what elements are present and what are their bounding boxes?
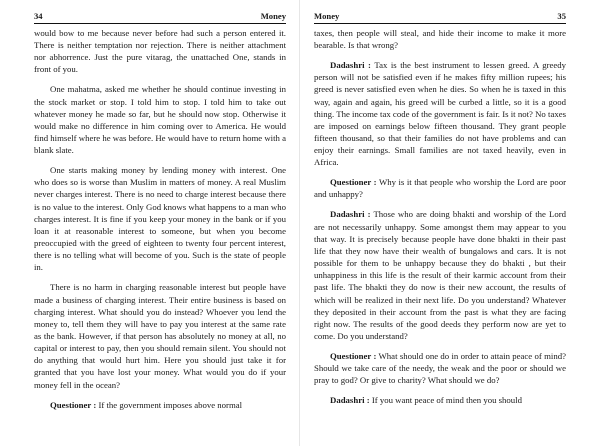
speaker-label: Dadashri : xyxy=(330,395,370,406)
speaker-label: Questioner : xyxy=(330,350,377,361)
running-head: Money xyxy=(260,11,286,21)
paragraph: Dadashri : Tax is the best instrument to lessen greed. A greedy person will not be satisfied even if he makes fifty million rupees; his greed is never satisfied even when he dies. So when he is taxed in this way, again and again, his greed will be curbed a little, so it is a good thing. The income tax code of the government is fair. Is it not? No taxes are imposed on earnings below fifteen thousand. They grant people fifteen thousand, so that their families do not have problems and can enjoy their earnings. Small families are not taxed heavily, even in Africa. xyxy=(314,60,567,168)
page-number: 34 xyxy=(34,11,43,21)
paragraph: would bow to me because never before had such a person entered it. There is neither temptation nor rejection. There is neither attachment nor abhorrence. Just the pure vitarag, the unattached One, stands in front of you. xyxy=(34,28,286,75)
page-number: 35 xyxy=(557,11,566,21)
speaker-label: Dadashri : xyxy=(330,60,371,71)
paragraph: One starts making money by lending money with interest. One who does so is worse than Muslim in matters of money. A real Muslim never charges interest. There is no need to charge interest because there is no value to the interest. Only God knows what happens to a man who charges interest. It is fine if you keep your money in the bank or if you loan it at reasonable interest to someone, but when you become preoccupied with the greed of eighteen to twenty four percent interest, there is no telling what will become of you. Such is the state of people in. xyxy=(34,165,286,273)
paragraph: Questioner : What should one do in order to attain peace of mind? Should we take care of the needy, the weak and the poor or should we pray to god? Or give to charity? What should we do? xyxy=(314,350,566,386)
paragraph: Dadashri : If you want peace of mind then you should xyxy=(330,395,522,406)
running-head: Money xyxy=(314,11,340,21)
paragraph: taxes, then people will steal, and hide their income to make it more bearable. Is that wrong? xyxy=(314,28,566,51)
speaker-label: Questioner : xyxy=(50,399,97,410)
paragraph: One mahatma, asked me whether he should continue investing in the stock market or stop. I told him to stop. I told him to take out whatever money he made so far, but he should now stop. Otherwise it would make no difference in him coming over to America. He would find himself where he was before. He would have to return home with a blank slate. xyxy=(34,84,286,156)
paragraph: Dadashri : Those who are doing bhakti and worship of the Lord are not necessarily unhappy. Some amongst them may appear to you that way. It is precisely because people have done bhakti in their past life that they now have their wealth of bungalows and cars. It is not possible for them to be unhappy because they do bhakti , but their unhappiness in this life is the result of their karmic account from their past life. The bhakti they do now is their new account, the results of which will be realized in their next life. Do you understand? Whatever they deposited in their account from the past is what they are facing right now. The results of the good deeds they perform now are yet to come. Do you understand? xyxy=(314,209,567,341)
right-page-header xyxy=(314,11,566,24)
left-page-body xyxy=(34,27,286,411)
paragraph: Questioner : If the government imposes above normal xyxy=(50,399,243,410)
paragraph: There is no harm in charging reasonable interest but people have made a business of charging interest. Their entire business is based on charging interest. What should you do instead? Whoever you lend the money to, tell them they will have to pay you interest at the same rate as the bank. However, if that person has absolutely no money at all, no capital or interest to pay, then you should remain silent. You should not do anything that would hurt him. Here you should just take it for granted that you have lost your money. What would you do if your money fell in the ocean? xyxy=(34,282,286,390)
right-page xyxy=(300,0,600,446)
speaker-label: Dadashri : xyxy=(330,209,371,220)
speaker-label: Questioner : xyxy=(330,177,377,188)
left-page-header xyxy=(34,11,286,24)
right-page-body xyxy=(314,27,566,406)
paragraph: Questioner : Why is it that people who worship the Lord are poor and unhappy? xyxy=(314,177,566,200)
